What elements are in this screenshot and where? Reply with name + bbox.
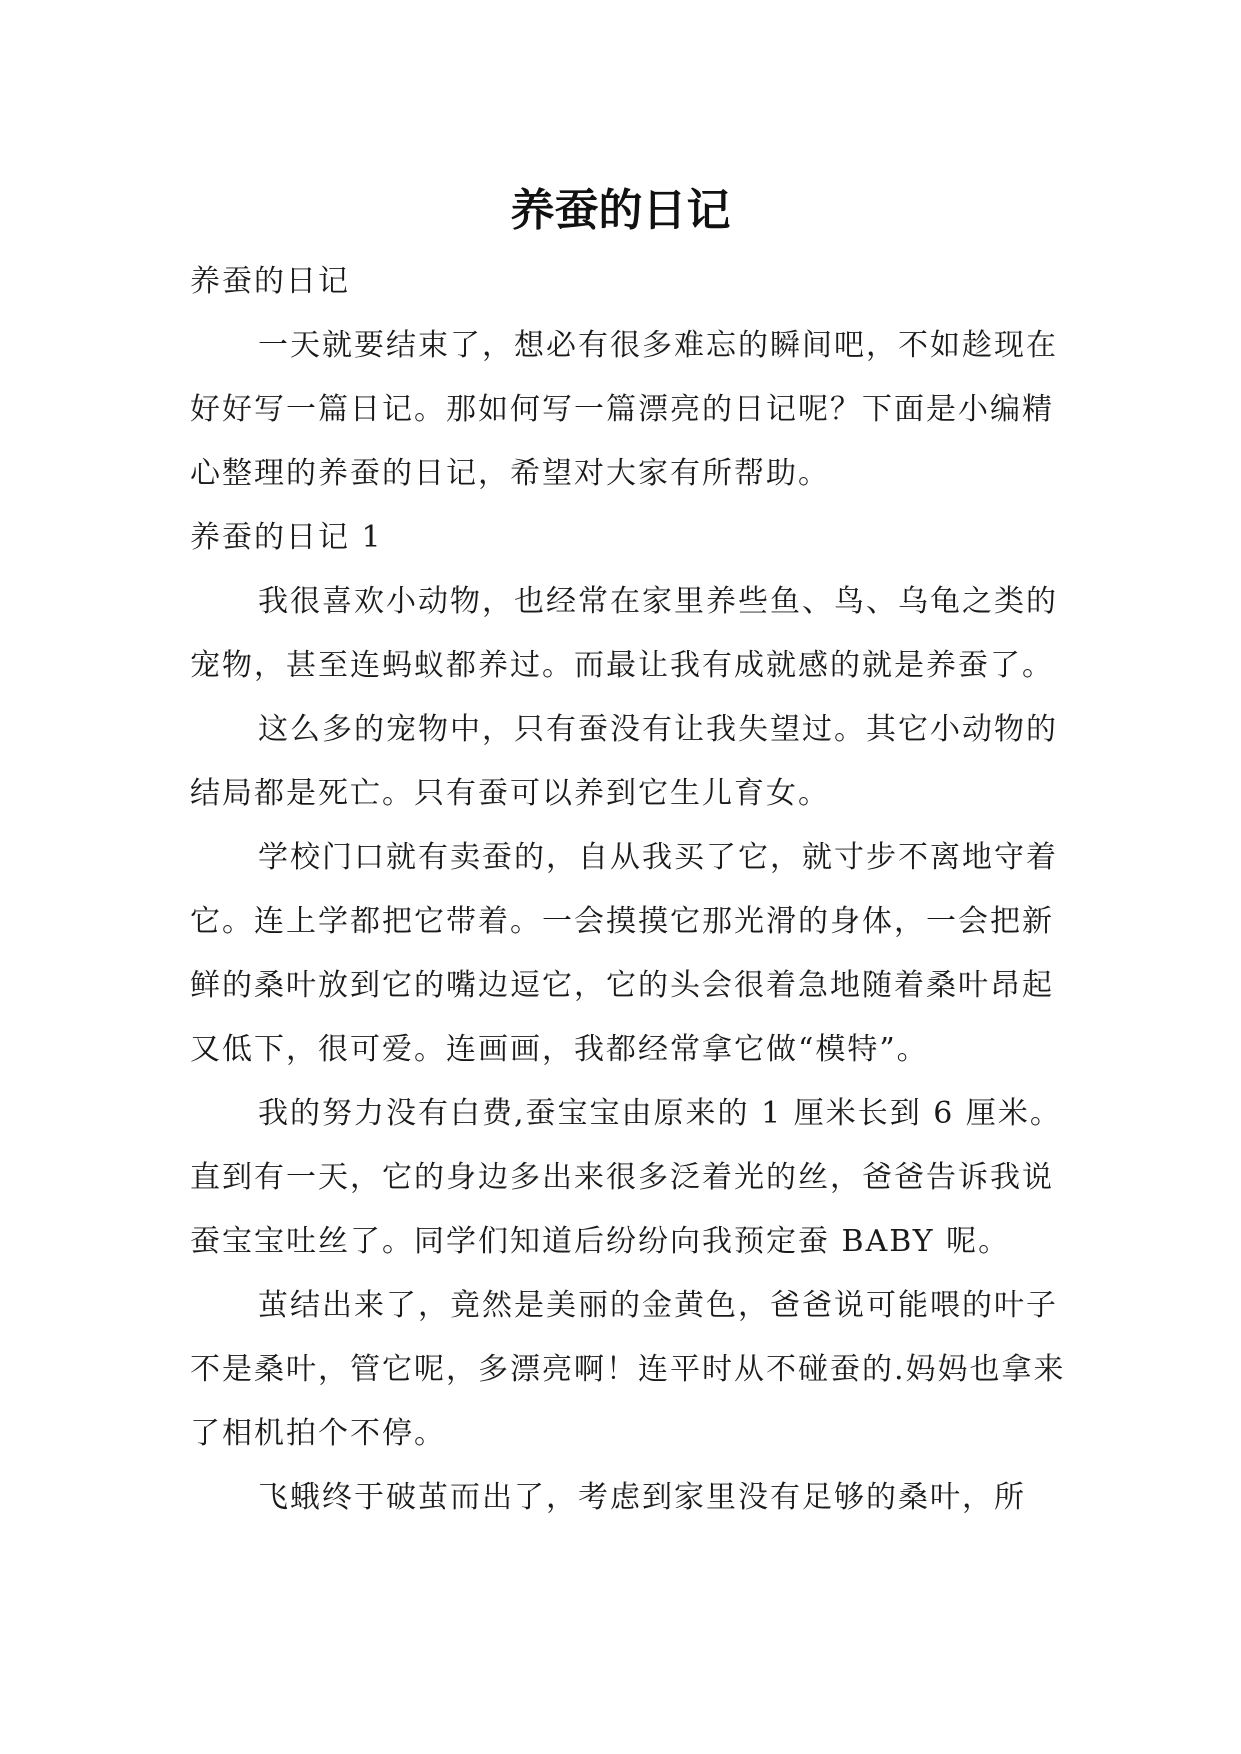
paragraph: 茧结出来了，竟然是美丽的金黄色，爸爸说可能喂的叶子不是桑叶，管它呢，多漂亮啊！连平时从不碰蚕的.妈妈也拿来了相机拍个不停。: [190, 1288, 1066, 1451]
paragraph: 我很喜欢小动物，也经常在家里养些鱼、鸟、乌龟之类的宠物，甚至连蚂蚁都养过。而最让我有成就感的就是养蚕了。: [190, 584, 1058, 683]
diary-section: [190, 506, 1070, 1530]
section-heading: 养蚕的日记 1: [190, 520, 383, 555]
document-title: 养蚕的日记: [510, 185, 731, 237]
intro-section: [190, 250, 1070, 506]
paragraph: 飞蛾终于破茧而出了，考虑到家里没有足够的桑叶，所: [258, 1480, 1026, 1515]
paragraph: 我的努力没有白费,蚕宝宝由原来的 1 厘米长到 6 厘米。直到有一天，它的身边多出来很多泛着光的丝，爸爸告诉我说蚕宝宝吐丝了。同学们知道后纷纷向我预定蚕 BABY 呢。: [190, 1096, 1062, 1259]
intro-paragraph: 一天就要结束了，想必有很多难忘的瞬间吧，不如趁现在好好写一篇日记。那如何写一篇漂亮的日记呢？下面是小编精心整理的养蚕的日记，希望对大家有所帮助。: [190, 328, 1058, 491]
paragraph: 学校门口就有卖蚕的，自从我买了它，就寸步不离地守着它。连上学都把它带着。一会摸摸它那光滑的身体，一会把新鲜的桑叶放到它的嘴边逗它，它的头会很着急地随着桑叶昂起又低下，很可爱。连画画，我都经常拿它做“模特”。: [190, 840, 1058, 1067]
paragraph: 这么多的宠物中，只有蚕没有让我失望过。其它小动物的结局都是死亡。只有蚕可以养到它生儿育女。: [190, 712, 1058, 811]
intro-heading: 养蚕的日记: [190, 264, 350, 299]
